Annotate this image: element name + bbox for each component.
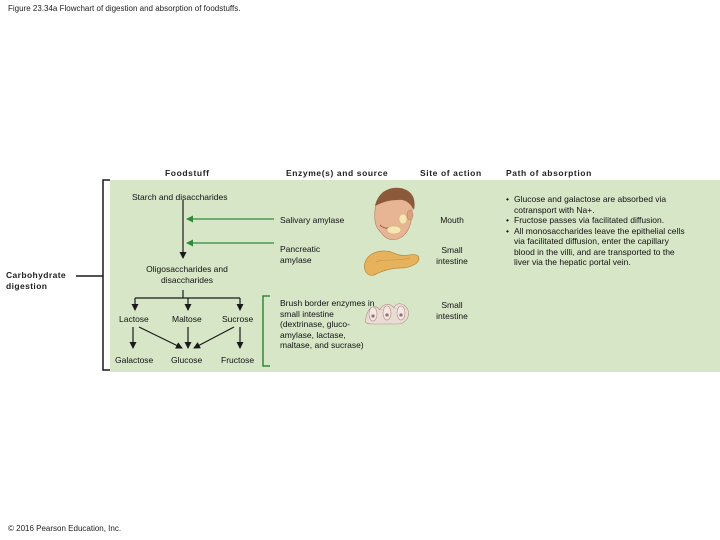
absorption-item: • Glucose and galactose are absorbed via cotransport with Na+. bbox=[506, 194, 686, 215]
maltose-label: Maltose bbox=[172, 314, 202, 324]
sucrose-label: Sucrose bbox=[222, 314, 254, 324]
figure-caption: Figure 23.34a Flowchart of digestion and absorption of foodstuffs. bbox=[8, 4, 241, 13]
brush-border-enzymes-label: Brush border enzymes in small intestine (dextrinase, gluco-amylase, lactase, maltase, and sucrase) bbox=[280, 298, 375, 350]
galactose-label: Galactose bbox=[115, 355, 154, 365]
site-small-intestine-2: Small intestine bbox=[436, 300, 468, 321]
absorption-item: • All monosaccharides leave the epithelial cells via facilitated diffusion, enter the capillary blood in the villi, and are transported to the liver via the hepatic portal vein. bbox=[506, 226, 686, 268]
header-path: Path of absorption bbox=[506, 168, 592, 178]
sucrose-to-glucose-arrow bbox=[194, 327, 234, 348]
brush-border-bracket bbox=[263, 296, 270, 366]
salivary-amylase-label: Salivary amylase bbox=[280, 215, 345, 225]
carbohydrate-bracket bbox=[76, 180, 110, 370]
site-small-intestine-1: Small intestine bbox=[436, 245, 468, 266]
carbohydrate-digestion-label: Carbohydrate digestion bbox=[6, 270, 67, 291]
header-foodstuff: Foodstuff bbox=[165, 168, 210, 178]
header-enzyme: Enzyme(s) and source bbox=[286, 168, 389, 178]
lactose-to-glucose-arrow bbox=[139, 327, 182, 348]
fructose-label: Fructose bbox=[221, 355, 255, 365]
starch-label: Starch and disaccharides bbox=[132, 192, 228, 202]
pancreas-illustration bbox=[364, 251, 418, 275]
absorption-item: • Fructose passes via facilitated diffusion. bbox=[506, 215, 686, 226]
oligo-split-lines bbox=[135, 290, 240, 298]
lactose-label: Lactose bbox=[119, 314, 149, 324]
absorption-list bbox=[506, 194, 686, 268]
glucose-label: Glucose bbox=[171, 355, 203, 365]
oligosaccharides-label: Oligosaccharides and disaccharides bbox=[146, 264, 228, 285]
header-site: Site of action bbox=[420, 168, 482, 178]
head-illustration bbox=[375, 188, 415, 240]
site-mouth: Mouth bbox=[440, 215, 464, 225]
copyright-notice: © 2016 Pearson Education, Inc. bbox=[8, 524, 122, 533]
pancreatic-amylase-label: Pancreatic amylase bbox=[280, 244, 321, 265]
